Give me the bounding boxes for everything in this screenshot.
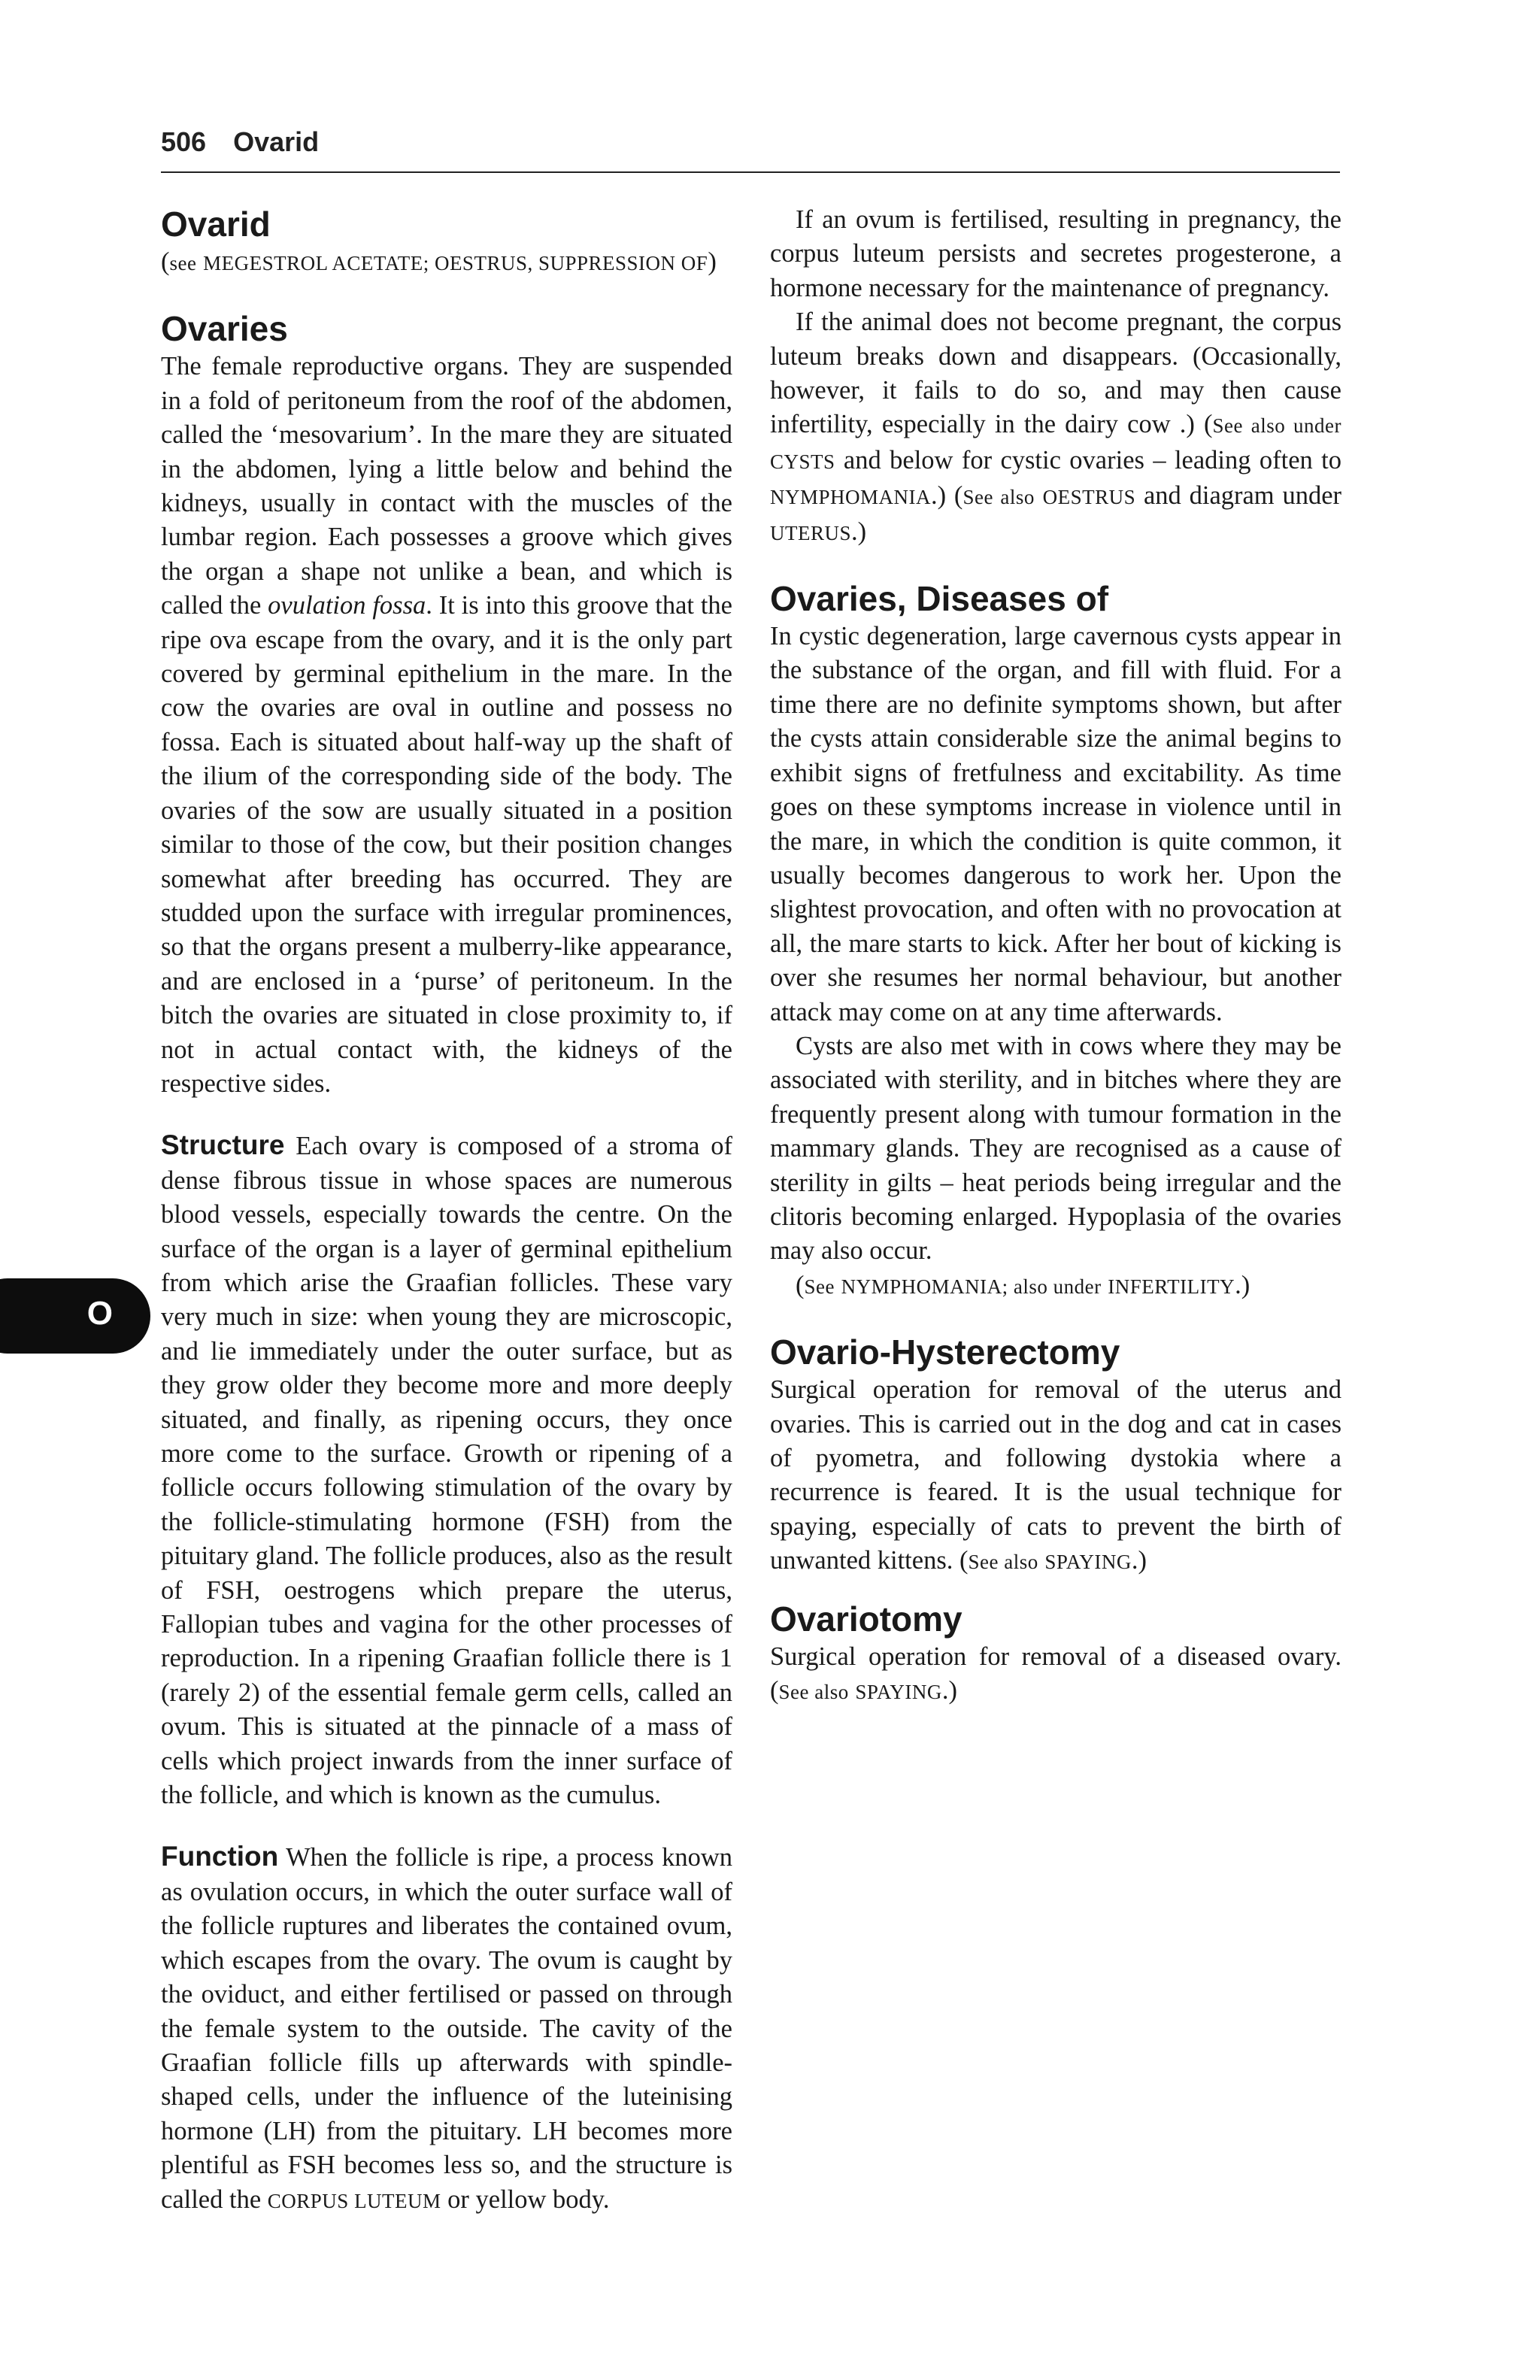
oestrus-ref: OESTRUS: [1042, 486, 1136, 509]
subheading-structure: Structure: [161, 1129, 285, 1161]
page-header: [161, 126, 1340, 173]
left-column: [161, 203, 732, 2218]
diseases-paragraph-1: In cystic degeneration, large cavernous cysts appear in the substance of the organ, and fill with fluid. For a time there are no definite symptoms shown, but after the cysts attain considerable size the animal begins to exhibit signs of fretfulness and excitability. As time goes on these symptoms increase in violence until in the mare, in which the condition is quite common, it usually becomes dangerous to work her. Upon the slightest provocation, and often with no provocation at all, the mare starts to kick. After her bout of kicking is over she resumes her normal behaviour, but another attack may come on at any time afterwards.: [770, 622, 1341, 1026]
ovaries-description: The female reproductive organs. They are suspended in a fold of peritoneum from the roof of the abdomen, called the ‘mesovarium’. In the mare they are situated in the abdomen, lying a little below and behind the kidneys, usually in contact with the muscles of the lumbar region. Each possesses a groove which gives the organ a shape not unlike a bean, and which is called the ovulation fossa. It is into this groove that the ripe ova escape from the ovary, and it is the only part covered by germinal epithelium in the mare. In the cow the ovaries are oval in outline and possess no fossa. Each is situated about half-way up the shaft of the ilium of the corresponding side of the body. The ovaries of the sow are usually situated in a position similar to those of the cow, but their position changes somewhat after breeding has occurred. They are studded upon the surface with irregular prominences, so that the organs present a mulberry-like appearance, and are enclosed in a ‘purse’ of peritoneum. In the bitch the ovaries are situated in close proximity to, if not in actual contact with, the kidneys of the respective sides.: [161, 352, 732, 1098]
uterus-ref: UTERUS: [770, 521, 852, 544]
entry-title-ovario-hysterectomy: Ovario-Hysterectomy: [770, 1332, 1120, 1372]
ovulation-fossa-term: ovulation fossa: [268, 591, 426, 620]
spaying-ref-2: SPAYING: [855, 1681, 942, 1704]
running-title: Ovarid: [233, 126, 320, 157]
thumb-index-tab: [0, 1278, 150, 1354]
structure-section: Structure Each ovary is composed of a stroma of dense fibrous tissue in whose spaces are numerous blood vessels, especially towards the centre. On the surface of the organ is a layer of germinal epithelium from which arise the Graafian follicles. These vary very much in size: when young they are microscopic, and lie immediately under the outer surface, but as they grow older they become more and more deeply situated, and finally, as ripening occurs, they once more come to the surface. Growth or ripening of a follicle occurs following stimulation of the ovary by the follicle-stimulating hormone (FSH) from the pituitary gland. The follicle produces, also as the result of FSH, oestrogens which prepare the uterus, Fallopian tubes and vagina for the other processes of reproduction. In a ripening Graafian follicle there is 1 (rarely 2) of the essential female germ cells, called an ovum. This is situated at the pinnacle of a mass of cells which project inwards from the inner surface of the follicle, and which is known as the cumulus.: [161, 1129, 732, 1810]
ovariotomy-paragraph: Surgical operation for removal of a diseased ovary. (See also SPAYING.): [770, 1642, 1341, 1705]
corpus-luteum-ref: CORPUS LUTEUM: [267, 2189, 441, 2212]
diseases-paragraph-2: Cysts are also met with in cows where they may be associated with sterility, and in bitches where they are frequently present along with tumour formation in the mammary glands. They are recognised as a cause of sterility in gilts – heat periods being irregular and the clitoris becoming enlarged. Hypoplasia of the ovaries may also occur.: [770, 1031, 1341, 1266]
subheading-function: Function: [161, 1841, 279, 1872]
page-number: 506: [161, 126, 207, 157]
hysterectomy-paragraph: Surgical operation for removal of the uterus and ovaries. This is carried out in the dog and cat in cases of pyometra, and following dystokia where a recurrence is feared. It is the usual technique for spaying, especially of cats to prevent the birth of unwanted kittens. (See also SPAYING.): [770, 1375, 1341, 1575]
entry-title-ovarid: Ovarid: [161, 205, 271, 244]
cysts-ref: CYSTS: [770, 450, 835, 473]
ovarid-cross-reference: (see MEGESTROL ACETATE; OESTRUS, SUPPRESSION OF): [161, 247, 717, 276]
right-column: [770, 203, 1341, 1709]
function-section: Function When the follicle is ripe, a process known as ovulation occurs, in which the outer surface wall of the follicle ruptures and liberates the contained ovum, which escapes from the ovary. The ovum is caught by the oviduct, and either fertilised or passed on through the female system to the outside. The cavity of the Graafian follicle fills up afterwards with spindle-shaped cells, under the influence of the luteinising hormone (LH) from the pituitary. LH becomes more plentiful as FSH becomes less so, and the structure is called the CORPUS LUTEUM or yellow body.: [161, 1841, 732, 2214]
entry-title-ovaries: Ovaries: [161, 309, 288, 349]
entry-title-ovaries-diseases: Ovaries, Diseases of: [770, 579, 1109, 619]
entry-title-ovariotomy: Ovariotomy: [770, 1599, 962, 1639]
diseases-cross-reference: (See NYMPHOMANIA; also under INFERTILITY.): [796, 1270, 1250, 1299]
fertilised-paragraph: If an ovum is fertilised, resulting in pregnancy, the corpus luteum persists and secretes progesterone, a hormone necessary for the maintenance of pregnancy.: [770, 205, 1341, 302]
thumb-index-letter: O: [86, 1295, 113, 1332]
spaying-ref: SPAYING: [1044, 1551, 1132, 1574]
nymphomania-ref: NYMPHOMANIA: [770, 486, 932, 509]
not-pregnant-paragraph: If the animal does not become pregnant, the corpus luteum breaks down and disappears. (Occasionally, however, it fails to do so, and may then cause infertility, especially in the dairy cow .) (See also under CYSTS and below for cystic ovaries – leading often to NYMPHOMANIA.) (See also OESTRUS and diagram under UTERUS.): [770, 308, 1342, 546]
